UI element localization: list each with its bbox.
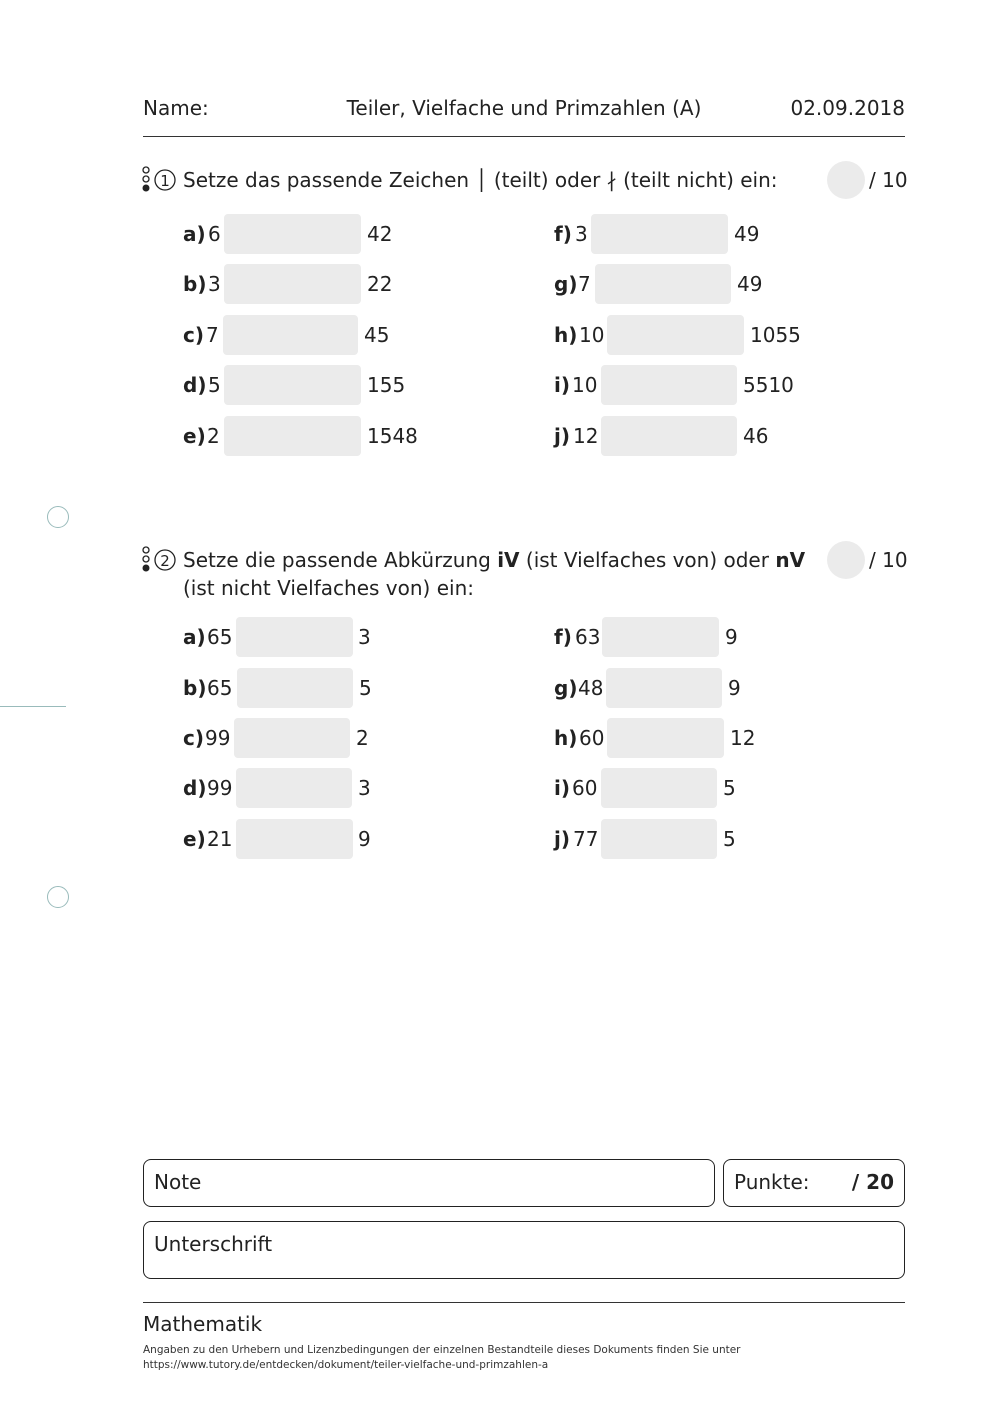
item-right-number: 5510 <box>743 373 794 397</box>
item-left-number: 65 <box>207 625 233 649</box>
answer-field[interactable] <box>224 214 361 254</box>
item-label: i) <box>554 373 570 397</box>
item-label: c) <box>183 323 204 347</box>
item-label: a) <box>183 222 206 246</box>
item-label: d) <box>183 776 207 800</box>
answer-field[interactable] <box>591 214 728 254</box>
item-left-number: 5 <box>208 373 221 397</box>
item-left-number: 48 <box>578 676 604 700</box>
item-label: e) <box>183 827 206 851</box>
points-field[interactable] <box>723 1159 905 1207</box>
abbreviation-nv: nV <box>775 548 806 572</box>
item-left-number: 10 <box>579 323 605 347</box>
item-right-number: 1055 <box>750 323 801 347</box>
answer-field[interactable] <box>602 617 719 657</box>
difficulty-task-number-icon <box>140 163 180 203</box>
task2-item <box>183 668 443 708</box>
item-label: f) <box>554 222 572 246</box>
item-right-number: 1548 <box>367 424 418 448</box>
answer-field[interactable] <box>601 416 737 456</box>
task1-item <box>554 416 814 456</box>
answer-field[interactable] <box>595 264 731 304</box>
answer-field[interactable] <box>237 668 353 708</box>
item-left-number: 60 <box>579 726 605 750</box>
item-right-number: 9 <box>725 625 738 649</box>
date: 02.09.2018 <box>790 96 905 120</box>
task1-item <box>183 214 443 254</box>
difficulty-task-number-icon <box>140 543 180 583</box>
grade-field[interactable] <box>143 1159 715 1207</box>
item-right-number: 22 <box>367 272 393 296</box>
item-left-number: 10 <box>572 373 598 397</box>
item-left-number: 12 <box>573 424 599 448</box>
task1-instruction: Setze das passende Zeichen │ (teilt) oder ∤ (teilt nicht) ein: <box>183 168 778 192</box>
item-left-number: 21 <box>207 827 233 851</box>
item-left-number: 3 <box>208 272 221 296</box>
item-label: g) <box>554 676 578 700</box>
item-left-number: 2 <box>207 424 220 448</box>
task2-item <box>183 768 443 808</box>
task2-score-field[interactable] <box>827 541 865 579</box>
task1-item <box>183 264 443 304</box>
answer-field[interactable] <box>234 718 350 758</box>
grade-label: Note <box>154 1170 202 1194</box>
license-note: Angaben zu den Urhebern und Lizenzbedingungen der einzelnen Bestandteile dieses Dokuments finden Sie unter <box>143 1344 741 1356</box>
item-right-number: 49 <box>734 222 760 246</box>
item-right-number: 49 <box>737 272 763 296</box>
task2-item <box>554 718 814 758</box>
task-number: 1 <box>160 172 170 190</box>
answer-field[interactable] <box>236 768 352 808</box>
answer-field[interactable] <box>236 819 353 859</box>
answer-field[interactable] <box>601 365 737 405</box>
task2-item <box>554 617 814 657</box>
item-label: b) <box>183 676 207 700</box>
task1-item <box>183 416 443 456</box>
task1-item <box>554 264 814 304</box>
item-right-number: 3 <box>358 625 371 649</box>
item-left-number: 6 <box>208 222 221 246</box>
item-left-number: 7 <box>206 323 219 347</box>
fold-mark <box>0 706 66 707</box>
task1-item <box>183 365 443 405</box>
punch-hole-mark <box>47 886 69 908</box>
answer-field[interactable] <box>601 768 717 808</box>
answer-field[interactable] <box>224 416 361 456</box>
item-right-number: 9 <box>358 827 371 851</box>
item-left-number: 7 <box>578 272 591 296</box>
task1-score-max: / 10 <box>869 168 908 192</box>
points-label: Punkte: <box>734 1170 810 1194</box>
item-label: i) <box>554 776 570 800</box>
item-label: e) <box>183 424 206 448</box>
item-label: g) <box>554 272 578 296</box>
abbreviation-iv: iV <box>497 548 520 572</box>
answer-field[interactable] <box>224 365 361 405</box>
item-right-number: 5 <box>723 776 736 800</box>
task1-item <box>554 315 814 355</box>
worksheet-title: Teiler, Vielfache und Primzahlen (A) <box>346 96 702 120</box>
item-right-number: 12 <box>730 726 756 750</box>
license-url[interactable]: https://www.tutory.de/entdecken/dokument/teiler-vielfache-und-primzahlen-a <box>143 1359 549 1371</box>
subject-label: Mathematik <box>143 1312 263 1336</box>
answer-field[interactable] <box>236 617 353 657</box>
item-label: j) <box>554 424 570 448</box>
instruction-text: Setze die passende Abkürzung <box>183 548 498 572</box>
item-right-number: 155 <box>367 373 406 397</box>
item-label: d) <box>183 373 207 397</box>
task1-item <box>554 214 814 254</box>
task1-score-field[interactable] <box>827 161 865 199</box>
task2-item <box>554 768 814 808</box>
footer-divider <box>143 1302 905 1303</box>
answer-field[interactable] <box>223 315 358 355</box>
task-number: 2 <box>160 552 170 570</box>
task2-score-max: / 10 <box>869 548 908 572</box>
answer-field[interactable] <box>601 819 717 859</box>
task1-item <box>183 315 443 355</box>
item-label: j) <box>554 827 570 851</box>
item-label: h) <box>554 726 578 750</box>
item-right-number: 45 <box>364 323 390 347</box>
signature-label: Unterschrift <box>154 1232 273 1256</box>
task2-item <box>554 668 814 708</box>
item-label: a) <box>183 625 206 649</box>
item-left-number: 77 <box>573 827 599 851</box>
answer-field[interactable] <box>607 718 724 758</box>
item-left-number: 3 <box>575 222 588 246</box>
item-label: b) <box>183 272 207 296</box>
punch-hole-mark <box>47 506 69 528</box>
task2-item <box>183 819 443 859</box>
item-label: c) <box>183 726 204 750</box>
task2-item <box>183 617 443 657</box>
item-right-number: 5 <box>723 827 736 851</box>
item-left-number: 99 <box>205 726 231 750</box>
item-right-number: 9 <box>728 676 741 700</box>
task2-instruction <box>183 546 813 602</box>
item-right-number: 5 <box>359 676 372 700</box>
instruction-text: (ist nicht Vielfaches von) ein: <box>183 576 474 600</box>
item-right-number: 2 <box>356 726 369 750</box>
task2-item <box>183 718 443 758</box>
page-header <box>143 96 905 137</box>
answer-field[interactable] <box>607 315 744 355</box>
answer-field[interactable] <box>606 668 722 708</box>
item-right-number: 46 <box>743 424 769 448</box>
task1-item <box>554 365 814 405</box>
item-label: f) <box>554 625 572 649</box>
item-left-number: 65 <box>207 676 233 700</box>
item-left-number: 60 <box>572 776 598 800</box>
answer-field[interactable] <box>224 264 361 304</box>
signature-field[interactable] <box>143 1221 905 1279</box>
item-label: h) <box>554 323 578 347</box>
instruction-text: (ist Vielfaches von) oder <box>519 548 776 572</box>
task2-item <box>554 819 814 859</box>
points-max: / 20 <box>851 1170 894 1194</box>
item-left-number: 99 <box>207 776 233 800</box>
item-right-number: 3 <box>358 776 371 800</box>
name-label: Name: <box>143 96 209 120</box>
item-left-number: 63 <box>575 625 601 649</box>
item-right-number: 42 <box>367 222 393 246</box>
